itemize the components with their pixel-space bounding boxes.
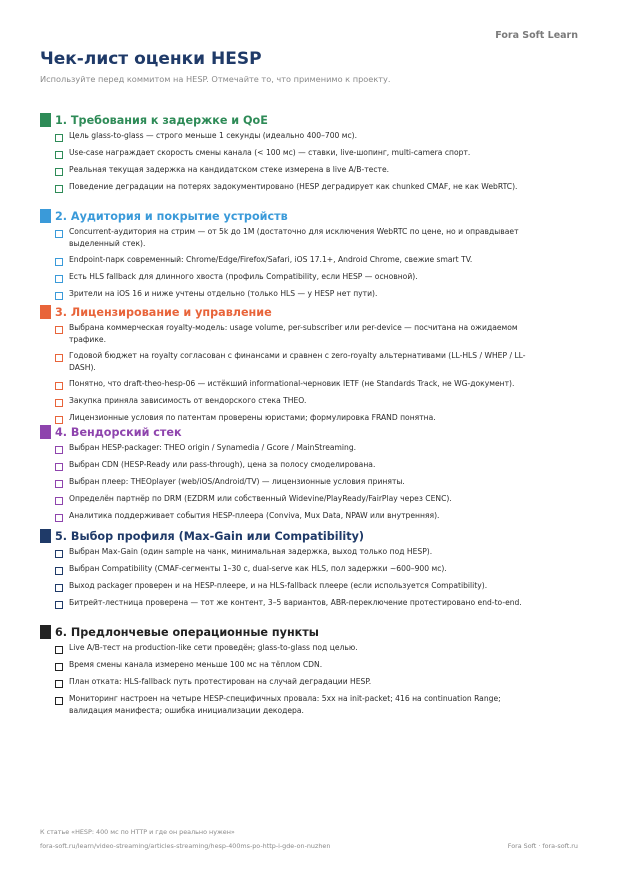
checklist-item [40,378,550,390]
checklist-item-text: Выбран Compatibility (CMAF-сегменты 1–30 с, dual-serve как HLS, пол задержки ~600–900 мс). [69,564,447,573]
checkbox[interactable] [55,550,63,558]
checkbox[interactable] [55,601,63,609]
section-latency [40,112,550,193]
checkbox[interactable] [55,292,63,300]
checklist-item [40,322,550,345]
checkbox[interactable] [55,399,63,407]
checklist-item-text: Concurrent-аудитория на стрим — от 5k до 1M (достаточно для исключения WebRTC по цене, но и оправдывает выделенный стек). [69,227,519,248]
checkbox[interactable] [55,382,63,390]
section-marker [40,113,51,127]
section-profile [40,528,550,609]
checklist-item [40,676,550,688]
section-title: 3. Лицензирование и управление [55,305,272,319]
checklist-item-text: Реальная текущая задержка на кандидатском стеке измерена в live A/B-тесте. [69,165,390,174]
section-marker [40,209,51,223]
checklist-item [40,147,550,159]
checklist-item-text: Use-case награждает скорость смены канала (< 100 мс) — ставки, live-шопинг, multi-camera спорт. [69,148,471,157]
checklist-item [40,580,550,592]
checklist-item [40,288,550,300]
section-marker [40,625,51,639]
checklist-item-text: Выбрана коммерческая royalty-модель: usage volume, per-subscriber или per-device — посчитана на ожидаемом трафике. [69,323,518,344]
section-title: 1. Требования к задержке и QoE [55,113,268,127]
checkbox[interactable] [55,134,63,142]
section-title: 4. Вендорский стек [55,425,182,439]
checklist-item-text: Битрейт-лестница проверена — тот же контент, 3–5 вариантов, ABR-переключение протестировано end-to-end. [69,598,522,607]
checklist-item-text: Определён партнёр по DRM (EZDRM или собственный Widevine/PlayReady/FairPlay через CENC). [69,494,452,503]
checkbox[interactable] [55,697,63,705]
checklist-item [40,510,550,522]
checklist-item-text: Выбран CDN (HESP-Ready или pass-through), цена за полосу смоделирована. [69,460,376,469]
checklist-item [40,226,550,249]
checkbox[interactable] [55,514,63,522]
checklist-item-text: Аналитика поддерживает события HESP-плеера (Conviva, Mux Data, NPAW или внутренняя). [69,511,440,520]
checklist-item-text: Понятно, что draft-theo-hesp-06 — истёкший informational-черновик IETF (не Standards Track, не WG-документ). [69,379,515,388]
checklist-item [40,693,550,716]
checkbox[interactable] [55,646,63,654]
checklist-item-text: Годовой бюджет на royalty согласован с финансами и сравнен с zero-royalty альтернативами (LL-HLS / WHEP / LL-DASH). [69,351,526,372]
checkbox[interactable] [55,446,63,454]
checklist-item [40,493,550,505]
checklist-item [40,563,550,575]
checklist-item [40,659,550,671]
checklist-item-text: Мониторинг настроен на четыре HESP-специфичных провала: 5xx на init-packet; 416 на continuation Range; валидация манифеста; ошибка инициализации декодера. [69,694,501,715]
footer-brand: Fora Soft · fora-soft.ru [507,842,578,850]
checkbox[interactable] [55,151,63,159]
checklist-item [40,395,550,407]
checklist-item-text: Выбран HESP-packager: THEO origin / Synamedia / Gcore / MainStreaming. [69,443,357,452]
checklist-item [40,597,550,609]
page-subtitle: Используйте перед коммитом на HESP. Отмечайте то, что применимо к проекту. [40,74,391,84]
checkbox[interactable] [55,584,63,592]
checkbox[interactable] [55,497,63,505]
checkbox[interactable] [55,567,63,575]
checklist-item [40,459,550,471]
section-marker [40,305,51,319]
section-prelaunch [40,624,550,716]
section-licensing [40,304,550,424]
checklist-item-text: Выход packager проверен и на HESP-плеере, и на HLS-fallback плеере (если используется Compatibility). [69,581,488,590]
checklist-item [40,350,550,373]
checklist-item [40,181,550,193]
checklist-item [40,130,550,142]
checkbox[interactable] [55,230,63,238]
section-marker [40,529,51,543]
section-marker [40,425,51,439]
section-title: 6. Предлончевые операционные пункты [55,625,319,639]
checklist-item-text: Закупка приняла зависимость от вендорского стека THEO. [69,396,307,405]
checklist-item-text: Зрители на iOS 16 и ниже учтены отдельно (только HLS — у HESP нет пути). [69,289,378,298]
section-title: 2. Аудитория и покрытие устройств [55,209,288,223]
page-title: Чек-лист оценки HESP [40,49,262,69]
checkbox[interactable] [55,480,63,488]
checklist-item [40,271,550,283]
footer-article-ref: К статье «HESP: 400 мс по HTTP и где он реально нужен» [40,828,235,836]
brand-label: Fora Soft Learn [495,30,578,41]
section-title: 5. Выбор профиля (Max-Gain или Compatibility) [55,529,365,543]
checklist-item-text: Время смены канала измерено меньше 100 мс на тёплом CDN. [69,660,323,669]
footer-url[interactable]: fora-soft.ru/learn/video-streaming/articles-streaming/hesp-400ms-po-http-i-gde-on-nuzhen [40,842,331,850]
checkbox[interactable] [55,680,63,688]
section-vendor-stack [40,424,550,522]
checkbox[interactable] [55,326,63,334]
checkbox[interactable] [55,275,63,283]
checkbox[interactable] [55,185,63,193]
checkbox[interactable] [55,354,63,362]
checklist-item [40,546,550,558]
checkbox[interactable] [55,416,63,424]
checkbox[interactable] [55,258,63,266]
checklist-item-text: Live A/B-тест на production-like сети проведён; glass-to-glass под целью. [69,643,358,652]
checklist-item [40,642,550,654]
checklist-item [40,254,550,266]
checkbox[interactable] [55,663,63,671]
checklist-item-text: План отката: HLS-fallback путь протестирован на случай деградации HESP. [69,677,372,686]
checklist-item [40,476,550,488]
checklist-item-text: Цель glass-to-glass — строго меньше 1 секунды (идеально 400–700 мс). [69,131,358,140]
checklist-item-text: Поведение деградации на потерях задокументировано (HESP деградирует как chunked CMAF, не как WebRTC). [69,182,518,191]
checklist-item-text: Есть HLS fallback для длинного хвоста (профиль Compatibility, если HESP — основной). [69,272,418,281]
checklist-item-text: Выбран плеер: THEOplayer (web/iOS/Android/TV) — лицензионные условия приняты. [69,477,405,486]
checkbox[interactable] [55,463,63,471]
checklist-item [40,164,550,176]
checklist-item [40,412,550,424]
checklist-item [40,442,550,454]
checklist-item-text: Endpoint-парк современный: Chrome/Edge/Firefox/Safari, iOS 17.1+, Android Chrome, свежие smart TV. [69,255,473,264]
checklist-item-text: Лицензионные условия по патентам проверены юристами; формулировка FRAND понятна. [69,413,436,422]
checklist-item-text: Выбран Max-Gain (один sample на чанк, минимальная задержка, выход только под HESP). [69,547,433,556]
checkbox[interactable] [55,168,63,176]
section-audience [40,208,550,300]
